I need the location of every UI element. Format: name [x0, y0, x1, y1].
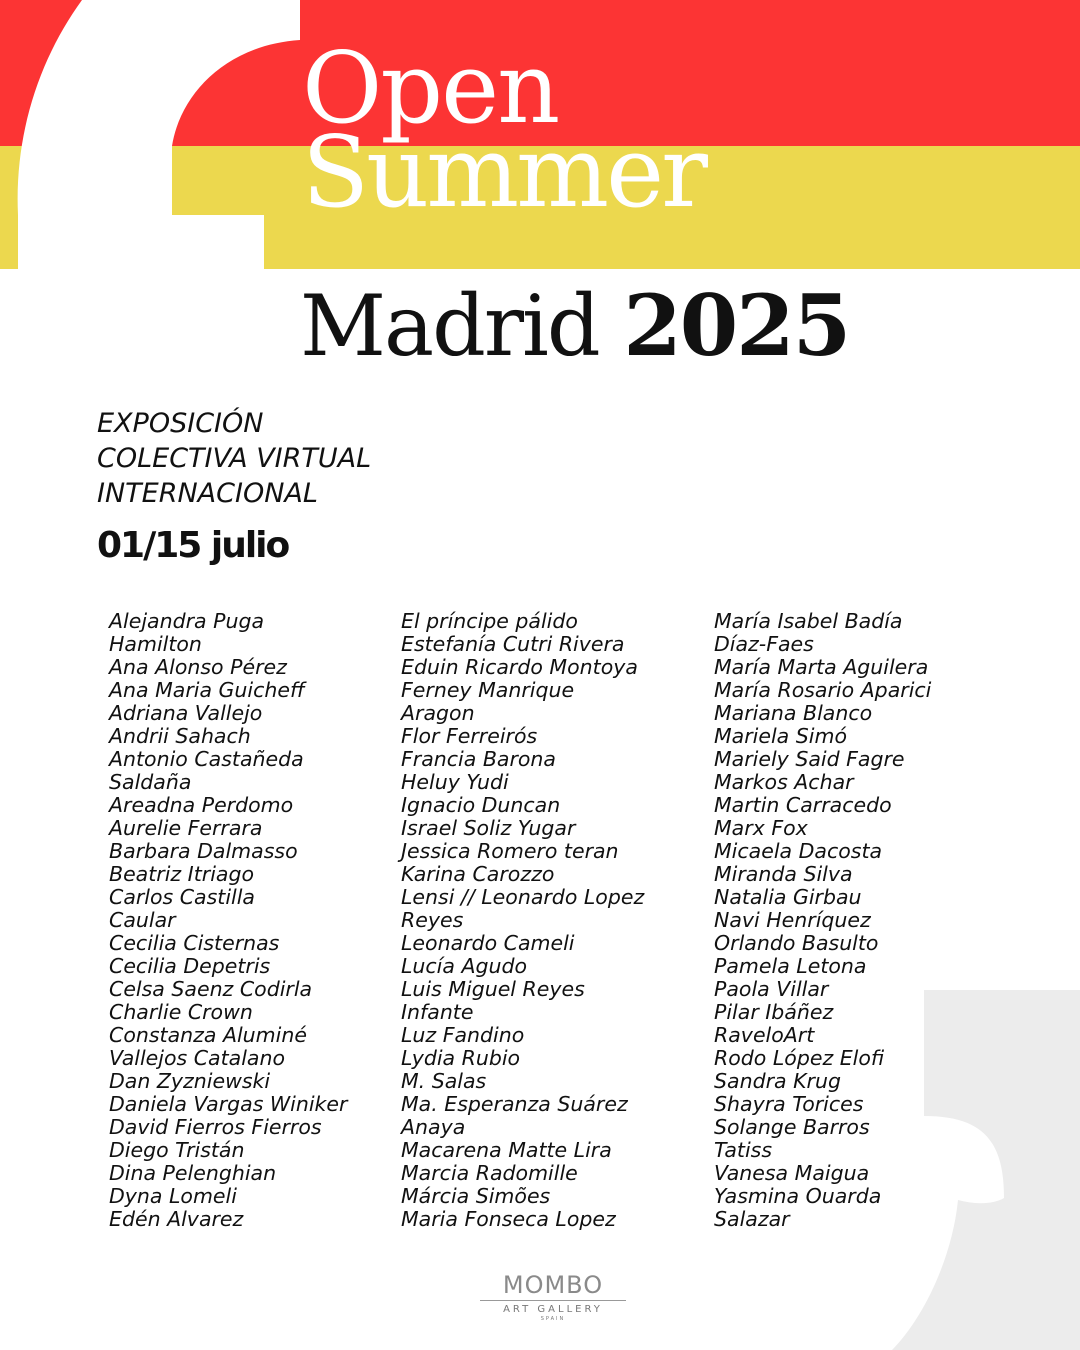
artist-name: Karina Carozzo: [401, 862, 555, 886]
artist-name: Shayra Torices: [714, 1092, 864, 1116]
artist-name: Miranda Silva: [714, 862, 853, 886]
artist-name: Infante: [401, 1000, 474, 1024]
artist-name: Ignacio Duncan: [401, 793, 561, 817]
artist-name: Cecilia Depetris: [109, 954, 271, 978]
artist-name: Mariana Blanco: [714, 701, 873, 725]
artist-name: Lydia Rubio: [401, 1046, 521, 1070]
artist-name: Jessica Romero teran: [401, 839, 619, 863]
artist-name: Beatriz Itriago: [109, 862, 255, 886]
logo-wordmark: MOMBO: [502, 1271, 604, 1299]
artist-name: Lensi // Leonardo Lopez: [401, 885, 645, 909]
artist-name: Marcia Radomille: [401, 1161, 578, 1185]
artist-name: Andrii Sahach: [109, 724, 251, 748]
artist-name: Vallejos Catalano: [109, 1046, 285, 1070]
artist-name: Reyes: [401, 908, 464, 932]
artist-name: Caular: [109, 908, 176, 932]
subtitle-line-1: EXPOSICIÓN: [97, 408, 264, 439]
title-open: Open: [302, 32, 559, 146]
artist-name: Anaya: [401, 1115, 466, 1139]
artist-name: David Fierros Fierros: [109, 1115, 322, 1139]
subtitle-line-3: INTERNACIONAL: [97, 478, 318, 509]
artist-name: Salazar: [714, 1207, 790, 1231]
artist-name: Dina Pelenghian: [109, 1161, 277, 1185]
artist-name: Areadna Perdomo: [109, 793, 294, 817]
artist-name: Dyna Lomeli: [109, 1184, 237, 1208]
artist-name: Ana Maria Guicheff: [109, 678, 305, 702]
exhibition-dates: 01/15 julio: [97, 525, 289, 566]
artist-name: María Marta Aguilera: [714, 655, 929, 679]
artist-name: Mariely Said Fagre: [714, 747, 905, 771]
artist-name: Hamilton: [109, 632, 202, 656]
artist-name: Yasmina Ouarda: [714, 1184, 882, 1208]
artist-name: Vanesa Maigua: [714, 1161, 870, 1185]
artist-list-column-1: [109, 610, 347, 1231]
artist-name: Flor Ferreirós: [401, 724, 538, 748]
artist-name: Paola Villar: [714, 977, 829, 1001]
artist-name: Israel Soliz Yugar: [401, 816, 576, 840]
artist-name: Márcia Simões: [401, 1184, 551, 1208]
artist-name: Celsa Saenz Codirla: [109, 977, 313, 1001]
artist-name: María Rosario Aparici: [714, 678, 932, 702]
artist-name: Solange Barros: [714, 1115, 870, 1139]
artist-name: María Isabel Badía: [714, 609, 903, 633]
artist-name: Sandra Krug: [714, 1069, 841, 1093]
artist-name: Carlos Castilla: [109, 885, 255, 909]
logo-subtitle: ART GALLERY: [503, 1304, 603, 1315]
headline: [300, 276, 850, 375]
artist-name: Micaela Dacosta: [714, 839, 883, 863]
artist-name: Macarena Matte Lira: [401, 1138, 612, 1162]
artist-name: Aurelie Ferrara: [109, 816, 263, 840]
artist-name: Orlando Basulto: [714, 931, 879, 955]
artist-name: Pamela Letona: [714, 954, 867, 978]
artist-name: Luz Fandino: [401, 1023, 525, 1047]
artist-name: Heluy Yudi: [401, 770, 509, 794]
artist-list-column-3: [714, 610, 931, 1231]
artist-name: Rodo López Elofi: [714, 1046, 885, 1070]
artist-name: Saldaña: [109, 770, 192, 794]
artist-name: Lucía Agudo: [401, 954, 528, 978]
headline-city: Madrid: [300, 277, 599, 375]
headline-year: 2025: [623, 276, 850, 375]
gallery-logo: [480, 1272, 626, 1323]
artist-name: Constanza Aluminé: [109, 1023, 307, 1047]
artist-name: Eduin Ricardo Montoya: [401, 655, 638, 679]
artist-name: Francia Barona: [401, 747, 556, 771]
quote-mark-top-decoration: [0, 0, 310, 270]
artist-name: Luis Miguel Reyes: [401, 977, 585, 1001]
artist-name: Ma. Esperanza Suárez: [401, 1092, 628, 1116]
subtitle-line-2: COLECTIVA VIRTUAL: [97, 443, 372, 474]
artist-name: Martin Carracedo: [714, 793, 892, 817]
artist-name: Tatiss: [714, 1138, 773, 1162]
artist-name: Ferney Manrique: [401, 678, 575, 702]
artist-name: Leonardo Cameli: [401, 931, 575, 955]
artist-name: Navi Henríquez: [714, 908, 871, 932]
artist-name: Adriana Vallejo: [109, 701, 263, 725]
artist-name: Cecilia Cisternas: [109, 931, 280, 955]
artist-name: Daniela Vargas Winiker: [109, 1092, 348, 1116]
artist-name: Barbara Dalmasso: [109, 839, 298, 863]
artist-name: Edén Alvarez: [109, 1207, 244, 1231]
artist-name: Estefanía Cutri Rivera: [401, 632, 625, 656]
artist-name: Mariela Simó: [714, 724, 847, 748]
title-summer: Summer: [302, 116, 705, 230]
artist-name: M. Salas: [401, 1069, 487, 1093]
exhibition-subtitle: [97, 406, 371, 511]
artist-name: Pilar Ibáñez: [714, 1000, 834, 1024]
artist-name: Markos Achar: [714, 770, 854, 794]
artist-name: Aragon: [401, 701, 475, 725]
logo-country: SPAIN: [540, 1316, 566, 1322]
artist-name: RaveloArt: [714, 1023, 815, 1047]
artist-name: El príncipe pálido: [401, 609, 578, 633]
artist-name: Alejandra Puga: [109, 609, 265, 633]
artist-name: Antonio Castañeda: [109, 747, 304, 771]
artist-name: Charlie Crown: [109, 1000, 253, 1024]
artist-name: Díaz-Faes: [714, 632, 814, 656]
artist-name: Maria Fonseca Lopez: [401, 1207, 616, 1231]
artist-name: Ana Alonso Pérez: [109, 655, 287, 679]
logo-divider: [480, 1300, 626, 1301]
artist-name: Natalia Girbau: [714, 885, 862, 909]
artist-list-column-2: [401, 610, 644, 1231]
artist-name: Dan Zyzniewski: [109, 1069, 271, 1093]
artist-name: Marx Fox: [714, 816, 808, 840]
artist-name: Diego Tristán: [109, 1138, 245, 1162]
